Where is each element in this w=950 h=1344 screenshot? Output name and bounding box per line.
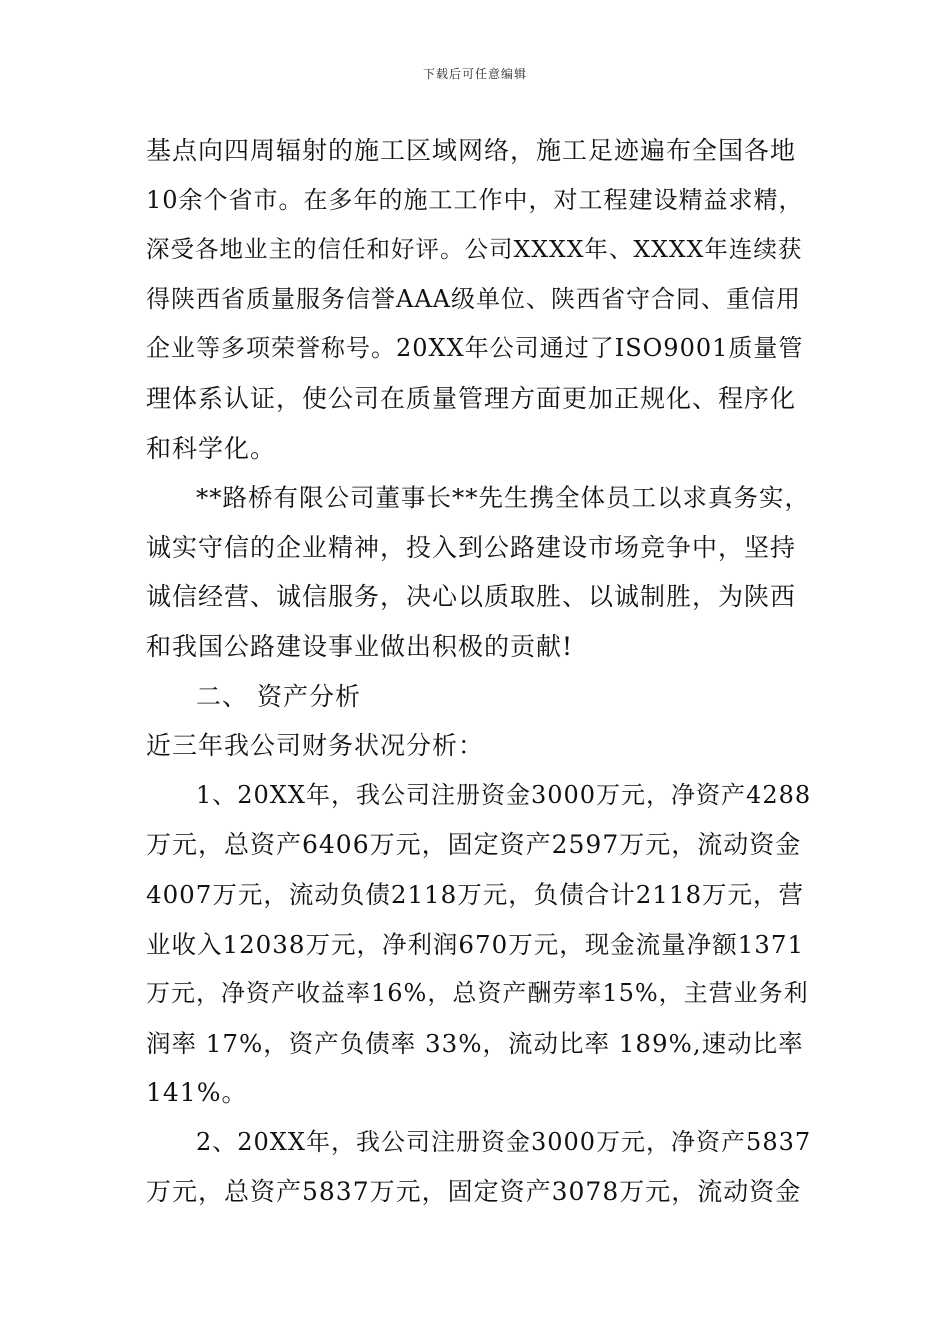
text-line: 诚信经营、诚信服务，决心以质取胜、以诚制胜，为陕西	[146, 582, 797, 612]
text-line: 基点向四周辐射的施工区域网络，施工足迹遍布全国各地	[146, 136, 797, 165]
text-line: 2、20XX年，我公司注册资金3000万元，净资产5837	[196, 1127, 812, 1156]
text-line: 企业等多项荣誉称号。20XX年公司通过了ISO9001质量管	[146, 334, 804, 363]
text-line: 万元，总资产6406万元，固定资产2597万元，流动资金	[146, 830, 802, 860]
text-line: 10余个省市。在多年的施工工作中，对工程建设精益求精，	[146, 185, 804, 214]
text-line: 润率 17%，资产负债率 33%，流动比率 189%,速动比率	[146, 1028, 804, 1058]
document-body	[146, 126, 811, 1217]
text-line: 深受各地业主的信任和好评。公司XXXX年、XXXX年连续获	[146, 235, 803, 264]
text-line: 1、20XX年，我公司注册资金3000万元，净资产4288	[196, 780, 812, 809]
text-line: 4007万元，流动负债2118万元，负债合计2118万元，营	[146, 879, 805, 909]
text-line: **路桥有限公司董事长**先生携全体员工以求真务实，	[196, 483, 810, 513]
text-line: 141%。	[146, 1078, 248, 1108]
text-line: 得陕西省质量服务信誉AAA级单位、陕西省守合同、重信用	[146, 284, 801, 313]
page-header: 下载后可任意编辑	[422, 67, 527, 81]
text-line: 和我国公路建设事业做出积极的贡献!	[146, 631, 574, 661]
text-line: 和科学化。	[146, 433, 277, 463]
text-line: 二、 资产分析	[196, 681, 361, 711]
text-line: 万元，净资产收益率16%，总资产酬劳率15%，主营业务利	[146, 979, 809, 1008]
text-line: 理体系认证，使公司在质量管理方面更加正规化、程序化	[146, 383, 797, 413]
text-line: 万元，总资产5837万元，固定资产3078万元，流动资金	[146, 1177, 802, 1207]
text-line: 业收入12038万元，净利润670万元，现金流量净额1371	[146, 929, 805, 959]
text-line: 诚实守信的企业精神，投入到公路建设市场竞争中，坚持	[146, 532, 797, 562]
text-line: 近三年我公司财务状况分析：	[146, 731, 485, 761]
